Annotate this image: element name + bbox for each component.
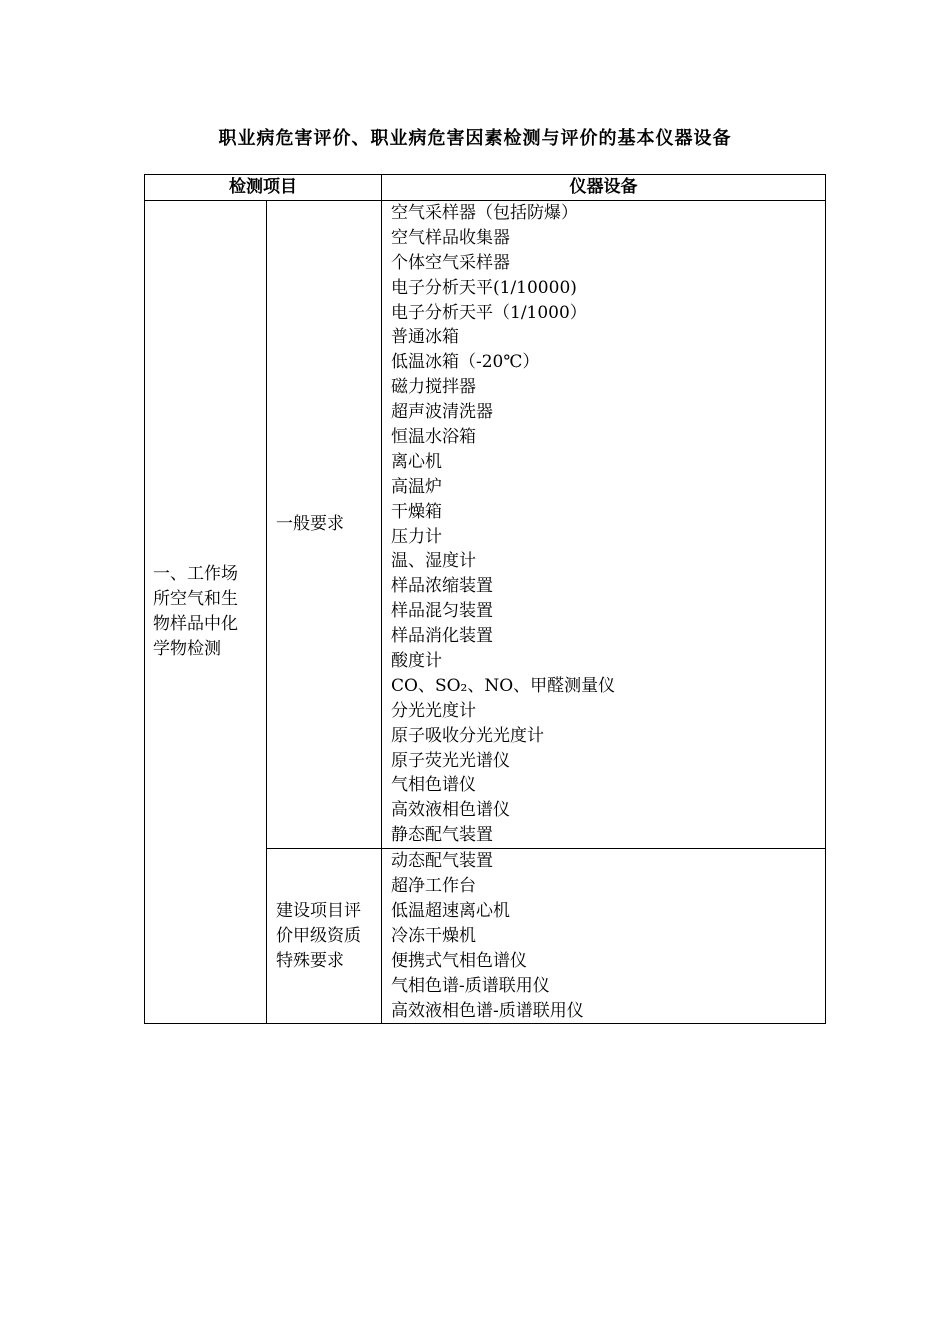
list-item: 静态配气装置 (391, 825, 493, 846)
list-item: 高效液相色谱仪 (391, 800, 510, 821)
list-item: 低温冰箱（-20℃） (391, 352, 540, 373)
list-item: 原子吸收分光光度计 (391, 725, 544, 746)
list-item: 高温炉 (391, 476, 442, 497)
list-item: 冷冻干燥机 (391, 925, 476, 946)
list-item: 温、湿度计 (391, 551, 476, 572)
list-item: 超声波清洗器 (391, 402, 493, 423)
category-label: 一、工作场所空气和生物样品中化学物检测 (153, 564, 238, 660)
requirement-label: 一般要求 (276, 514, 344, 535)
list-item: 样品混匀装置 (391, 601, 493, 622)
requirement-cell-special (267, 849, 382, 1024)
list-item: 普通冰箱 (391, 327, 459, 348)
equipment-table (144, 174, 826, 1024)
table-row (145, 201, 826, 849)
list-item: 电子分析天平(1/10000) (391, 277, 577, 298)
list-item: 离心机 (391, 451, 442, 472)
requirement-label: 建设项目评价甲级资质特殊要求 (276, 900, 361, 971)
category-cell (145, 201, 267, 1024)
list-item: 超净工作台 (391, 876, 476, 897)
list-item: 干燥箱 (391, 501, 442, 522)
list-item: 个体空气采样器 (391, 252, 510, 273)
list-item: 压力计 (391, 526, 442, 547)
table-body (145, 201, 826, 1024)
equipment-list-general (391, 201, 825, 848)
list-item: 原子荧光光谱仪 (391, 750, 510, 771)
list-item: 样品浓缩装置 (391, 576, 493, 597)
list-item: 气相色谱仪 (391, 775, 476, 796)
list-item: 空气采样器（包括防爆） (391, 203, 578, 223)
equipment-cell-special (382, 849, 826, 1024)
list-item: 空气样品收集器 (391, 227, 510, 248)
list-item: 气相色谱-质谱联用仪 (391, 975, 550, 996)
requirement-cell-general (267, 201, 382, 849)
list-item: CO、SO₂、NO、甲醛测量仪 (391, 675, 616, 696)
list-item: 磁力搅拌器 (391, 377, 476, 398)
header-project: 检测项目 (145, 175, 382, 201)
list-item: 动态配气装置 (391, 851, 493, 872)
list-item: 便携式气相色谱仪 (391, 950, 527, 971)
equipment-list-special (391, 849, 825, 1023)
list-item: 低温超速离心机 (391, 900, 510, 921)
header-row (145, 175, 826, 201)
list-item: 样品消化装置 (391, 626, 493, 647)
list-item: 恒温水浴箱 (391, 427, 476, 448)
list-item: 酸度计 (391, 651, 442, 672)
list-item: 分光光度计 (391, 700, 476, 721)
list-item: 高效液相色谱-质谱联用仪 (391, 1000, 584, 1021)
header-equipment: 仪器设备 (382, 175, 826, 201)
page-title: 职业病危害评价、职业病危害因素检测与评价的基本仪器设备 (218, 128, 732, 149)
equipment-cell-general (382, 201, 826, 849)
table-header (145, 175, 826, 201)
list-item: 电子分析天平（1/1000） (391, 302, 587, 323)
